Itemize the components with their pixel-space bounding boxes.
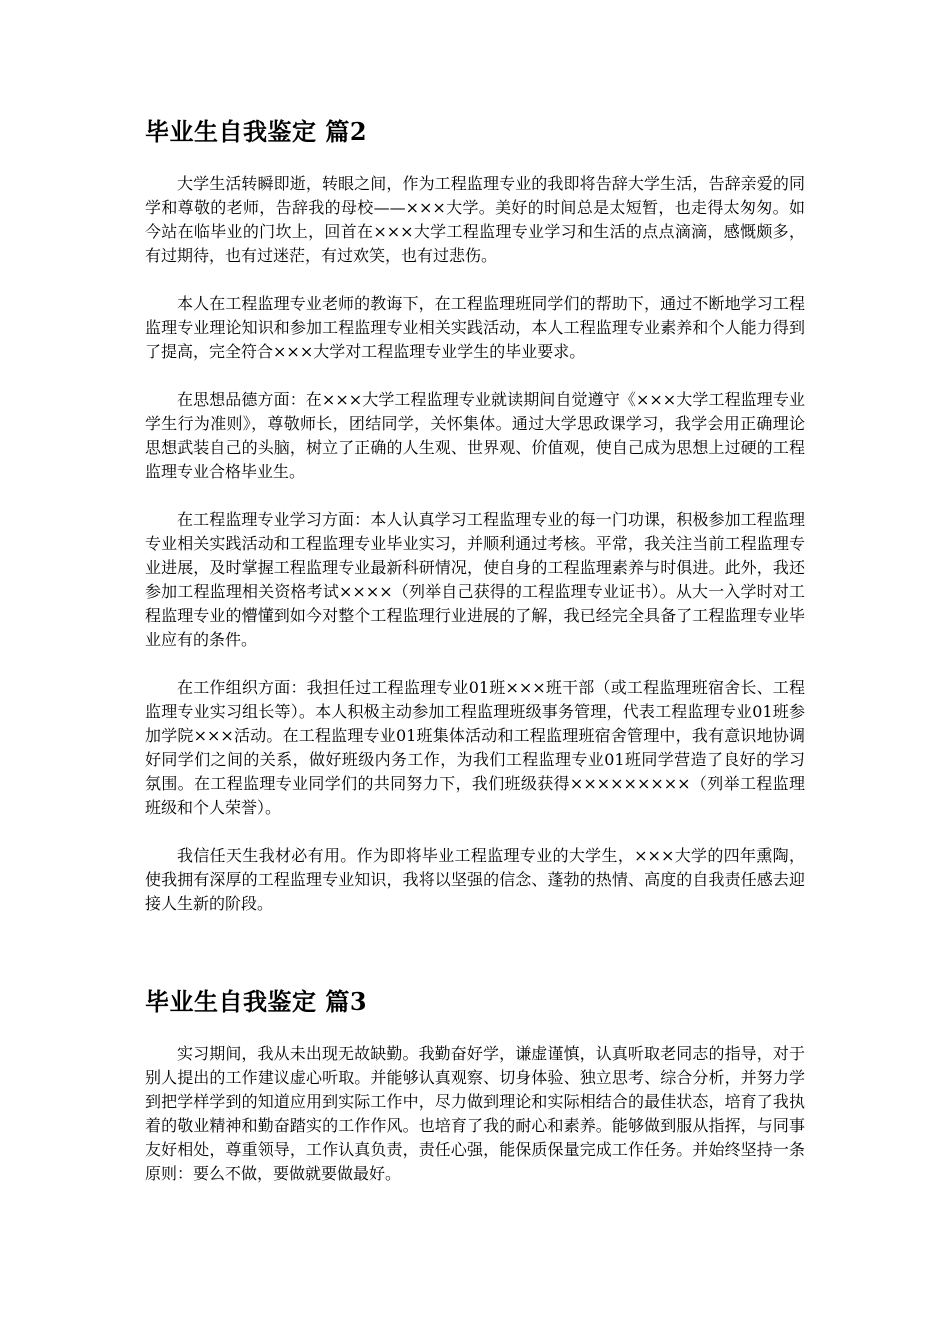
document-content	[145, 112, 805, 1210]
paragraph: 本人在工程监理专业老师的教诲下，在工程监理班同学们的帮助下，通过不断地学习工程监理专业理论知识和参加工程监理专业相关实践活动，本人工程监理专业素养和个人能力得到了提高，完全符合×××大学对工程监理专业学生的毕业要求。	[145, 294, 805, 361]
section-title: 毕业生自我鉴定 篇3	[145, 987, 368, 1016]
section-2	[145, 112, 805, 916]
section-title: 毕业生自我鉴定 篇2	[145, 117, 368, 146]
section-3	[145, 982, 805, 1186]
paragraph: 我信任天生我材必有用。作为即将毕业工程监理专业的大学生，×××大学的四年熏陶，使我拥有深厚的工程监理专业知识，我将以坚强的信念、蓬勃的热情、高度的自我责任感去迎接人生新的阶段。	[145, 846, 805, 913]
paragraph: 在思想品德方面：在×××大学工程监理专业就读期间自觉遵守《×××大学工程监理专业学生行为准则》，尊敬师长，团结同学，关怀集体。通过大学思政课学习，我学会用正确理论思想武装自己的头脑，树立了正确的人生观、世界观、价值观，使自己成为思想上过硬的工程监理专业合格毕业生。	[145, 390, 805, 481]
section-spacer	[145, 940, 805, 982]
paragraph: 在工作组织方面：我担任过工程监理专业01班×××班干部（或工程监理班宿舍长、工程监理专业实习组长等）。本人积极主动参加工程监理班级事务管理，代表工程监理专业01班参加学院×××活动。在工程监理专业01班集体活动和工程监理班宿舍管理中，我有意识地协调好同学们之间的关系，做好班级内务工作，为我们工程监理专业01班同学营造了良好的学习氛围。在工程监理专业同学们的共同努力下，我们班级获得×××××××××（列举工程监理班级和个人荣誉）。	[145, 678, 805, 817]
paragraph: 实习期间，我从未出现无故缺勤。我勤奋好学，谦虚谨慎，认真听取老同志的指导，对于别人提出的工作建议虚心听取。并能够认真观察、切身体验、独立思考、综合分析，并努力学到把学样学到的知道应用到实际工作中，尽力做到理论和实际相结合的最佳状态，培育了我执着的敬业精神和勤奋踏实的工作作风。也培育了我的耐心和素养。能够做到服从指挥，与同事友好相处，尊重领导，工作认真负责，责任心强，能保质保量完成工作任务。并始终坚持一条原则：要么不做，要做就要做最好。	[145, 1044, 805, 1183]
paragraph: 大学生活转瞬即逝，转眼之间，作为工程监理专业的我即将告辞大学生活，告辞亲爱的同学和尊敬的老师，告辞我的母校——×××大学。美好的时间总是太短暂，也走得太匆匆。如今站在临毕业的门坎上，回首在×××大学工程监理专业学习和生活的点点滴滴，感慨颇多，有过期待，也有过迷茫，有过欢笑，也有过悲伤。	[145, 174, 805, 265]
paragraph: 在工程监理专业学习方面：本人认真学习工程监理专业的每一门功课，积极参加工程监理专业相关实践活动和工程监理专业毕业实习，并顺利通过考核。平常，我关注当前工程监理专业进展，及时掌握工程监理专业最新科研情况，使自身的工程监理素养与时俱进。此外，我还参加工程监理相关资格考试××××（列举自己获得的工程监理专业证书）。从大一入学时对工程监理专业的懵懂到如今对整个工程监理行业进展的了解，我已经完全具备了工程监理专业毕业应有的条件。	[145, 510, 805, 649]
